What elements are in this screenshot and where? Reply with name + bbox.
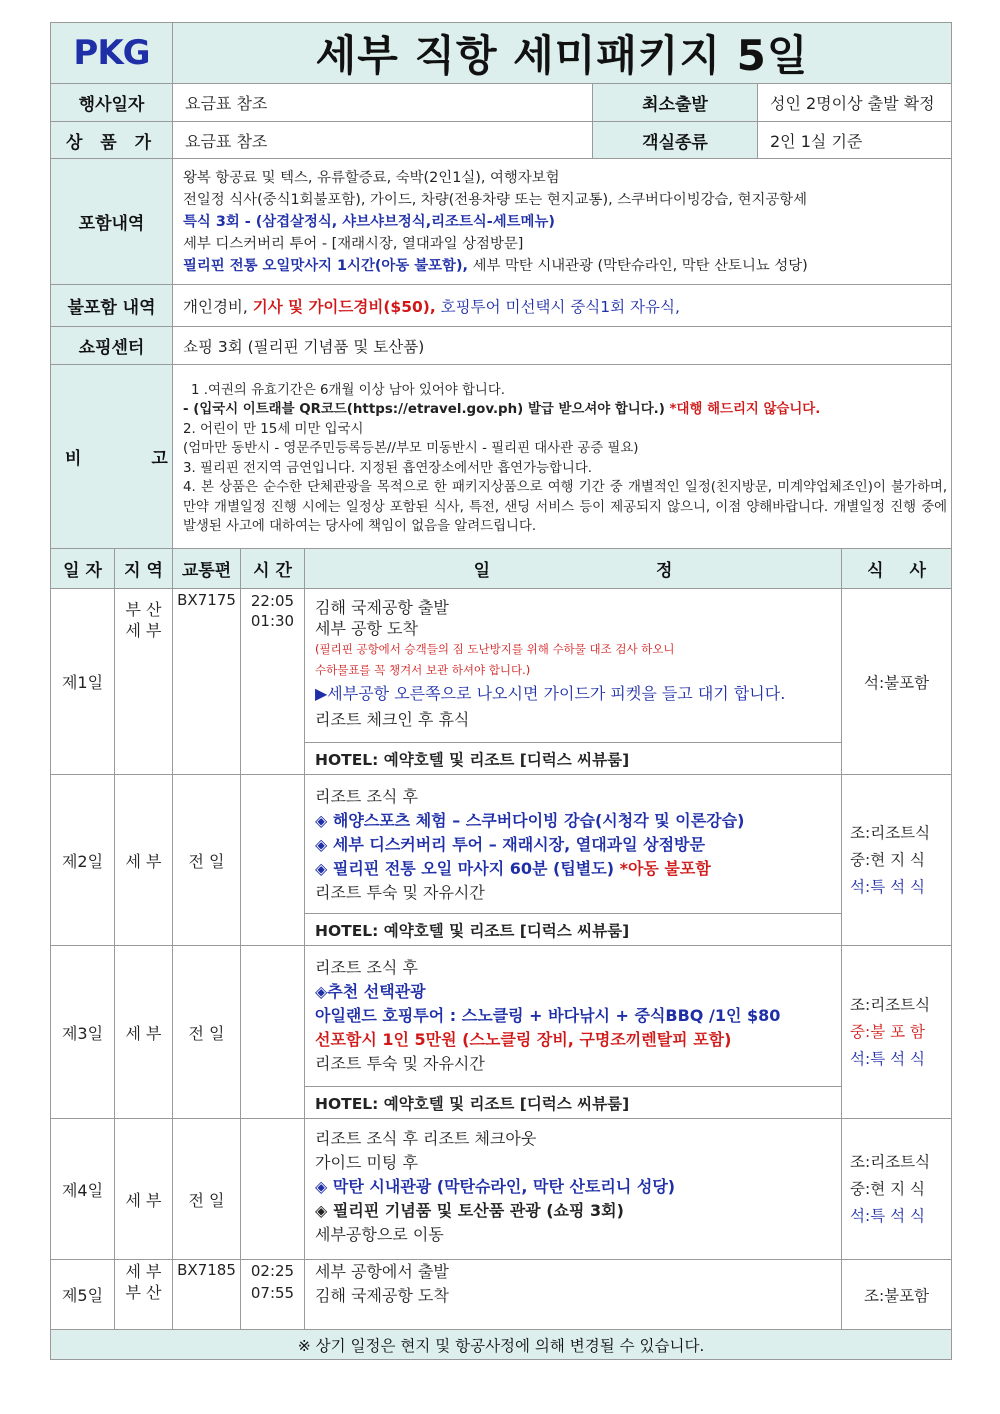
excluded-guide-fee: 기사 및 가이드경비($50),	[252, 297, 436, 316]
remarks-content	[173, 365, 952, 549]
day-1-time	[241, 589, 305, 775]
day-3-transport: 전 일	[173, 946, 241, 1119]
schedule-child-excluded: *아동 불포함	[614, 859, 711, 878]
schedule-line: 리조트 투숙 및 자유시간	[315, 1054, 485, 1073]
day-3-region: 세 부	[115, 946, 173, 1119]
footer-notice: ※ 상기 일정은 현지 및 항공사정에 의해 변경될 수 있습니다.	[51, 1330, 952, 1360]
remarks-line: (엄마만 동반시 - 영문주민등록등본//부모 미동반시 - 필리핀 대사관 공증 필요)	[183, 441, 639, 456]
day-5-schedule	[305, 1260, 842, 1330]
event-date-value: 요금표 참조	[173, 84, 593, 122]
itinerary-table	[50, 22, 952, 1360]
schedule-massage: ◈ 필리핀 전통 오일 마사지 60분 (팁별도)	[315, 859, 615, 878]
meal-lunch: 중:현 지 식	[850, 1179, 925, 1198]
day-4-schedule	[305, 1119, 842, 1260]
day-2: 제2일	[51, 775, 115, 946]
excluded-content	[173, 285, 952, 327]
remarks-line: 4. 본 상품은 순수한 단체관광을 목적으로 한 패키지상품으로 여행 기간 중 개별적인 일정(친지방문, 미계약업체조인)이 불가하며, 만약 개별일정 진행 시에는 일정상 포함된 식사, 특전, 샌딩 서비스 등이 제공되지 않으니, 이점 양해바랍니다. 개별일정 진행 중에 발생된 사고에 대하여는 당사에 책임이 없음을 알려드립니다.	[183, 480, 948, 534]
schedule-discovery: ◈ 세부 디스커버리 투어 – 재래시장, 열대과일 상점방문	[315, 835, 705, 854]
logo: PKG	[51, 23, 173, 84]
region-line: 세 부	[125, 1262, 162, 1281]
remarks-label: 비 고	[51, 365, 173, 549]
day-4-transport: 전 일	[173, 1119, 241, 1260]
meal-breakfast: 조:리조트식	[850, 823, 931, 842]
day-2-hotel: HOTEL: 예약호텔 및 리조트 [디럭스 씨뷰룸]	[305, 914, 842, 946]
schedule-line: 가이드 미팅 후	[315, 1153, 418, 1172]
schedule-line: 김해 국제공항 도착	[315, 1286, 449, 1305]
day-1: 제1일	[51, 589, 115, 775]
meal-dinner: 석:특 석 식	[850, 1049, 925, 1068]
itinerary-sheet	[50, 22, 951, 1360]
excluded-personal: 개인경비,	[183, 297, 253, 316]
meal-lunch: 중:불 포 함	[850, 1022, 925, 1041]
schedule-line: 세부 공항에서 출발	[315, 1262, 449, 1281]
time-line: 02:25	[250, 1262, 295, 1280]
schedule-line	[315, 857, 831, 881]
baggage-notice: (필리핀 공항에서 승객들의 짐 도난방지를 위해 수하물 대조 검사 하오니	[315, 642, 675, 656]
day-1-region	[115, 589, 173, 775]
schedule-shopping: ◈ 필리핀 기념품 및 토산품 관광 (쇼핑 3회)	[315, 1201, 624, 1220]
remarks-no-proxy: *대행 해드리지 않습니다.	[664, 402, 821, 417]
schedule-line: 리조트 투숙 및 자유시간	[315, 883, 485, 902]
col-transport: 교통편	[173, 549, 241, 589]
price-label: 상 품 가	[51, 122, 173, 159]
schedule-line: 세부공항으로 이동	[315, 1225, 444, 1244]
day-1-schedule	[305, 589, 842, 743]
room-type-value: 2인 1실 기준	[758, 122, 952, 159]
included-line: 세부 디스커버리 투어 - [재래시장, 열대과일 상점방문]	[183, 235, 524, 252]
schedule-line: 리조트 체크인 후 휴식	[315, 710, 470, 729]
day-2-region: 세 부	[115, 775, 173, 946]
included-massage: 필리핀 전통 오일맛사지 1시간(아동 불포함),	[183, 257, 468, 274]
excluded-hopping: 호핑투어 미선택시 중식1회 자유식,	[435, 297, 680, 316]
min-departure-label: 최소출발	[593, 84, 758, 122]
included-label: 포함내역	[51, 159, 173, 285]
day-3: 제3일	[51, 946, 115, 1119]
schedule-optional-tour: ◈추천 선택관광	[315, 982, 426, 1001]
price-value: 요금표 참조	[173, 122, 593, 159]
meal-dinner: 석:특 석 식	[850, 877, 925, 896]
day-3-meal	[842, 946, 952, 1119]
remarks-line: 1 .여권의 유효기간은 6개월 이상 남아 있어야 합니다.	[191, 382, 506, 398]
schedule-line: 김해 국제공항 출발	[315, 598, 449, 617]
day-1-hotel: HOTEL: 예약호텔 및 리조트 [디럭스 씨뷰룸]	[305, 743, 842, 775]
remarks-line: 3. 필리핀 전지역 금연입니다. 지정된 흡연장소에서만 흡연가능합니다.	[183, 460, 593, 476]
schedule-line: 리조트 조식 후 리조트 체크아웃	[315, 1129, 537, 1148]
schedule-hopping-tour: 아일랜드 호핑투어 : 스노클링 + 바다낚시 + 중식BBQ /1인 $80	[315, 1006, 781, 1025]
day-3-time	[241, 946, 305, 1119]
day-5-region	[115, 1260, 173, 1330]
schedule-line: 리조트 조식 후	[315, 787, 418, 806]
day-4: 제4일	[51, 1119, 115, 1260]
remarks-line	[183, 400, 947, 420]
day-1-meal: 석:불포함	[842, 589, 952, 775]
room-type-label: 객실종류	[593, 122, 758, 159]
included-line	[183, 255, 943, 277]
day-2-schedule	[305, 775, 842, 914]
min-departure-value: 성인 2명이상 출발 확정	[758, 84, 952, 122]
meal-lunch: 중:현 지 식	[850, 850, 925, 869]
included-line: 왕복 항공료 및 텍스, 유류할증료, 숙박(2인1실), 여행자보험	[183, 169, 560, 186]
day-4-region: 세 부	[115, 1119, 173, 1260]
region-line: 부 산	[125, 1283, 162, 1302]
excluded-label: 불포함 내역	[51, 285, 173, 327]
col-meal: 식 사	[842, 549, 952, 589]
meal-dinner: 석:특 석 식	[850, 1206, 925, 1225]
schedule-scuba: ◈ 해양스포츠 체험 – 스쿠버다이빙 강습(시청각 및 이론강습)	[315, 811, 745, 830]
day-3-hotel: HOTEL: 예약호텔 및 리조트 [디럭스 씨뷰룸]	[305, 1087, 842, 1119]
event-date-label: 행사일자	[51, 84, 173, 122]
remarks-etravel: - (입국시 이트래블 QR코드(https://etravel.gov.ph) 발급 받으셔야 합니다.)	[183, 402, 665, 417]
day-2-meal	[842, 775, 952, 946]
col-schedule: 일 정	[305, 549, 842, 589]
time-line: 07:55	[250, 1284, 295, 1302]
included-line: 전일정 식사(중식1회불포함), 가이드, 차량(전용차량 또는 현지교통), 스쿠버다이빙강습, 현지공항세	[183, 191, 808, 208]
guide-notice: ▶세부공항 오른쪽으로 나오시면 가이드가 피켓을 들고 대기 합니다.	[315, 684, 786, 703]
day-2-transport: 전 일	[173, 775, 241, 946]
schedule-prepay-price: 선포함시 1인 5만원 (스노클링 장비, 구명조끼렌탈피 포함)	[315, 1030, 732, 1049]
day-5-flight: BX7185	[173, 1260, 241, 1330]
included-city-tour: 세부 막탄 시내관광 (막탄슈라인, 막탄 산토니뇨 성당)	[468, 257, 808, 274]
day-1-flight: BX7175	[173, 589, 241, 775]
time-line: 22:05	[250, 592, 295, 610]
day-5-time	[241, 1260, 305, 1330]
schedule-line: 리조트 조식 후	[315, 958, 418, 977]
included-content	[173, 159, 952, 285]
col-day: 일 자	[51, 549, 115, 589]
day-5: 제5일	[51, 1260, 115, 1330]
day-4-meal	[842, 1119, 952, 1260]
schedule-line: 세부 공항 도착	[315, 619, 418, 638]
day-4-time	[241, 1119, 305, 1260]
remarks-line: 2. 어린이 만 15세 미만 입국시	[183, 421, 364, 437]
region-line: 부 산	[125, 600, 162, 619]
shopping-label: 쇼핑센터	[51, 327, 173, 365]
day-3-schedule	[305, 946, 842, 1087]
schedule-city-tour: ◈ 막탄 시내관광 (막탄슈라인, 막탄 산토리니 성당)	[315, 1177, 676, 1196]
meal-breakfast: 조:리조트식	[850, 1152, 931, 1171]
included-special-meals: 특식 3회 - (삼겹살정식, 샤브샤브정식,리조트식-세트메뉴)	[183, 213, 555, 230]
baggage-notice: 수하물표를 꼭 챙겨서 보관 하셔야 합니다.)	[315, 663, 531, 677]
shopping-value: 쇼핑 3회 (필리핀 기념품 및 토산품)	[173, 327, 952, 365]
col-time: 시 간	[241, 549, 305, 589]
meal-breakfast: 조:리조트식	[850, 995, 931, 1014]
col-region: 지 역	[115, 549, 173, 589]
region-line: 세 부	[125, 621, 162, 640]
time-line: 01:30	[250, 612, 295, 630]
page-title: 세부 직항 세미패키지 5일	[173, 23, 952, 84]
day-5-meal: 조:불포함	[842, 1260, 952, 1330]
day-2-time	[241, 775, 305, 946]
